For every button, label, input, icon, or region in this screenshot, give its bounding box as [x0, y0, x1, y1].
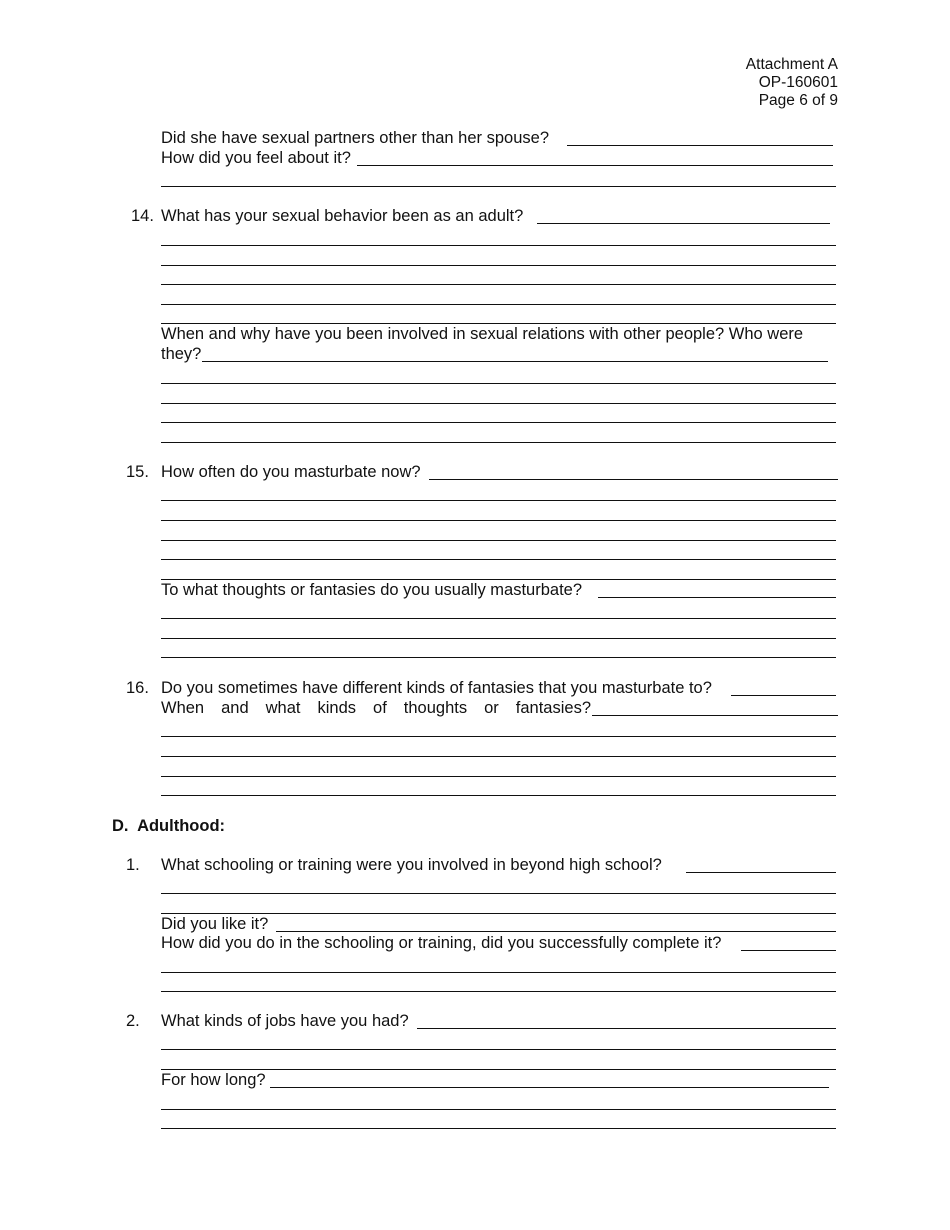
answer-line[interactable] — [161, 403, 836, 404]
answer-line[interactable] — [161, 540, 836, 541]
answer-line[interactable] — [161, 186, 836, 187]
question-number: 15. — [126, 463, 149, 481]
answer-line[interactable] — [161, 520, 836, 521]
question-when-what-kinds — [161, 698, 591, 718]
question-jobs: What kinds of jobs have you had? — [161, 1012, 409, 1030]
answer-line[interactable] — [161, 383, 836, 384]
word: fantasies? — [515, 699, 591, 717]
question-number: 14. — [131, 207, 154, 225]
answer-line[interactable] — [161, 284, 836, 285]
page-header — [746, 56, 838, 110]
answer-blank[interactable] — [567, 145, 833, 146]
answer-line[interactable] — [161, 756, 836, 757]
answer-blank[interactable] — [357, 165, 833, 166]
answer-blank[interactable] — [686, 872, 836, 873]
word: kinds — [317, 699, 357, 717]
question-sexual-behavior: What has your sexual behavior been as an adult? — [161, 207, 524, 225]
section-letter: D. — [112, 817, 129, 835]
answer-blank[interactable] — [417, 1028, 836, 1029]
answer-line[interactable] — [161, 304, 836, 305]
document-number: OP-160601 — [758, 74, 838, 91]
answer-blank[interactable] — [598, 597, 836, 598]
word: thoughts — [403, 699, 468, 717]
word: and — [221, 699, 249, 717]
answer-line[interactable] — [161, 657, 836, 658]
question-relations-line1: When and why have you been involved in sexual relations with other people? Who were — [161, 325, 804, 343]
answer-blank[interactable] — [592, 715, 838, 716]
question-like-it: Did you like it? — [161, 915, 269, 933]
word: or — [484, 699, 499, 717]
section-title: Adulthood: — [137, 817, 226, 835]
answer-line[interactable] — [161, 776, 836, 777]
answer-line[interactable] — [161, 991, 836, 992]
word: of — [373, 699, 387, 717]
question-feel: How did you feel about it? — [161, 149, 351, 167]
answer-line[interactable] — [161, 618, 836, 619]
attachment-label: Attachment A — [745, 56, 838, 73]
question-partners-other: Did she have sexual partners other than her spouse? — [161, 129, 549, 147]
answer-blank[interactable] — [202, 361, 828, 362]
answer-blank[interactable] — [537, 223, 830, 224]
answer-line[interactable] — [161, 422, 836, 423]
page-number: Page 6 of 9 — [758, 92, 838, 109]
answer-line[interactable] — [161, 559, 836, 560]
answer-line[interactable] — [161, 638, 836, 639]
answer-line[interactable] — [161, 245, 836, 246]
answer-line[interactable] — [161, 893, 836, 894]
question-number: 16. — [126, 679, 149, 697]
question-fantasies: To what thoughts or fantasies do you usually masturbate? — [161, 581, 582, 599]
answer-line[interactable] — [161, 442, 836, 443]
word: When — [161, 699, 205, 717]
answer-line[interactable] — [161, 736, 836, 737]
answer-blank[interactable] — [429, 479, 838, 480]
question-number: 2. — [126, 1012, 140, 1030]
answer-line[interactable] — [161, 795, 836, 796]
answer-line[interactable] — [161, 1128, 836, 1129]
answer-blank[interactable] — [741, 950, 836, 951]
question-number: 1. — [126, 856, 140, 874]
answer-line[interactable] — [161, 1109, 836, 1110]
answer-line[interactable] — [161, 500, 836, 501]
answer-line[interactable] — [161, 972, 836, 973]
answer-blank[interactable] — [731, 695, 836, 696]
answer-blank[interactable] — [276, 931, 836, 932]
question-schooling: What schooling or training were you involved in beyond high school? — [161, 856, 662, 874]
question-masturbate-frequency: How often do you masturbate now? — [161, 463, 421, 481]
answer-line[interactable] — [161, 265, 836, 266]
section-heading — [112, 816, 225, 836]
question-different-fantasies: Do you sometimes have different kinds of fantasies that you masturbate to? — [161, 679, 712, 697]
question-relations-line2: they? — [161, 345, 202, 363]
answer-line[interactable] — [161, 1049, 836, 1050]
question-complete: How did you do in the schooling or training, did you successfully complete it? — [161, 934, 722, 952]
question-how-long: For how long? — [161, 1071, 266, 1089]
word: what — [265, 699, 301, 717]
answer-blank[interactable] — [270, 1087, 829, 1088]
